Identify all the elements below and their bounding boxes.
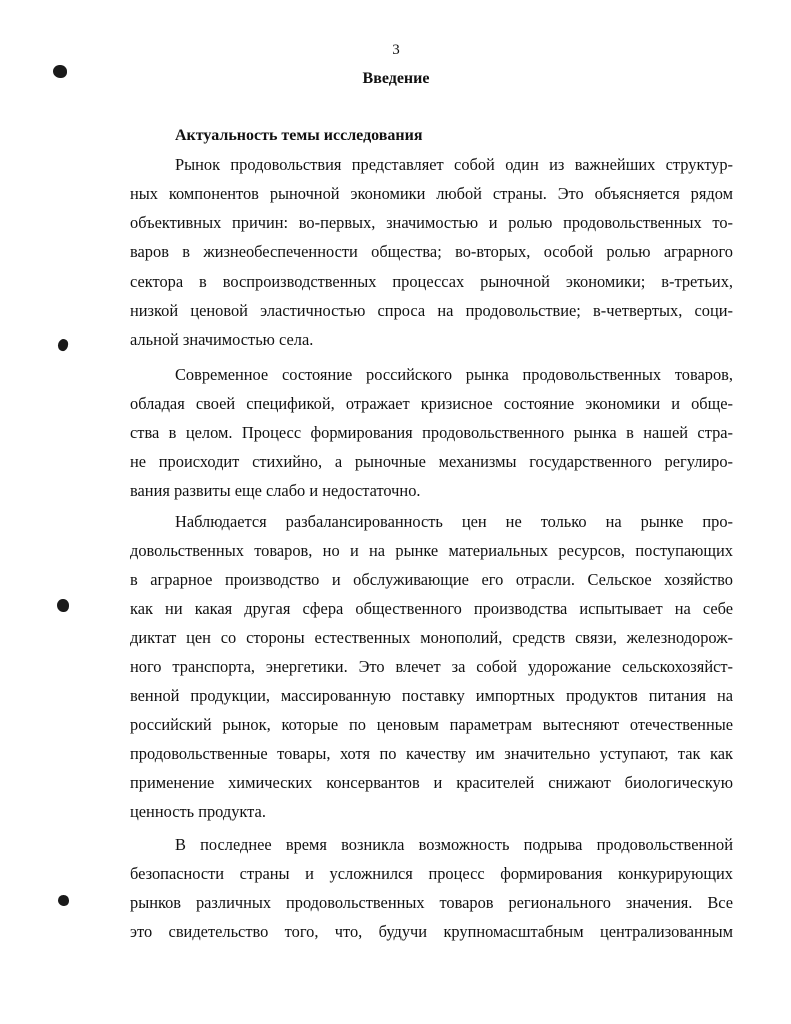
text-line: альной значимостью села. [130, 330, 314, 349]
text-line: в аграрное производство и обслуживающие его отрасли. Сельское хозяйство [130, 570, 733, 589]
text-line: довольственных товаров, но и на рынке материальных ресурсов, поступающих [130, 541, 733, 560]
text-line: продовольственные товары, хотя по качеству им значительно уступают, так как [130, 744, 733, 763]
text-line: вания развиты еще слабо и недостаточно. [130, 481, 421, 500]
text-line: обладая своей спецификой, отражает кризисное состояние экономики и обще- [130, 394, 733, 413]
text-line: Наблюдается разбалансированность цен не только на рынке про- [175, 512, 733, 531]
binder-hole-mark [56, 338, 70, 353]
section-title: Актуальность темы исследования [175, 127, 423, 144]
text-line: диктат цен со стороны естественных монополий, средств связи, железнодорож- [130, 628, 733, 647]
text-line: Рынок продовольствия представляет собой один из важнейших структур- [175, 155, 733, 174]
text-line: низкой ценовой эластичностью спроса на продовольствие; в-четвертых, соци- [130, 301, 733, 320]
page-number: 3 [392, 42, 400, 58]
text-line: ценность продукта. [130, 802, 266, 821]
text-line: российский рынок, которые по ценовым параметрам вытесняют отечественные [130, 715, 733, 734]
text-line: Современное состояние российского рынка продовольственных товаров, [175, 365, 733, 384]
text-line: ных компонентов рыночной экономики любой страны. Это объясняется рядом [130, 184, 733, 203]
binder-hole-mark [58, 895, 69, 906]
text-line: В последнее время возникла возможность подрыва продовольственной [175, 835, 733, 854]
text-line: ного транспорта, энергетики. Это влечет за собой удорожание сельскохозяйст- [130, 657, 733, 676]
text-line: варов в жизнеобеспеченности общества; во-вторых, особой ролью аграрного [130, 242, 733, 261]
text-line: сектора в воспроизводственных процессах рыночной экономики; в-третьих, [130, 272, 733, 291]
text-line: рынков различных продовольственных товаров регионального значения. Все [130, 893, 733, 912]
text-line: применение химических консервантов и красителей снижают биологическую [130, 773, 733, 792]
text-line: это свидетельство того, что, будучи крупномасштабным централизованным [130, 922, 733, 941]
text-line: как ни какая другая сфера общественного производства испытывает на себе [130, 599, 733, 618]
text-line: не происходит стихийно, а рыночные механизмы государственного регулиро- [130, 452, 733, 471]
text-line: безопасности страны и усложнился процесс формирования конкурирующих [130, 864, 733, 883]
binder-hole-mark [57, 599, 69, 612]
page-heading: Введение [362, 70, 430, 87]
text-line: объективных причин: во-первых, значимостью и ролью продовольственных то- [130, 213, 733, 232]
text-line: венной продукции, массированную поставку импортных продуктов питания на [130, 686, 733, 705]
text-line: ства в целом. Процесс формирования продовольственного рынка в нашей стра- [130, 423, 733, 442]
